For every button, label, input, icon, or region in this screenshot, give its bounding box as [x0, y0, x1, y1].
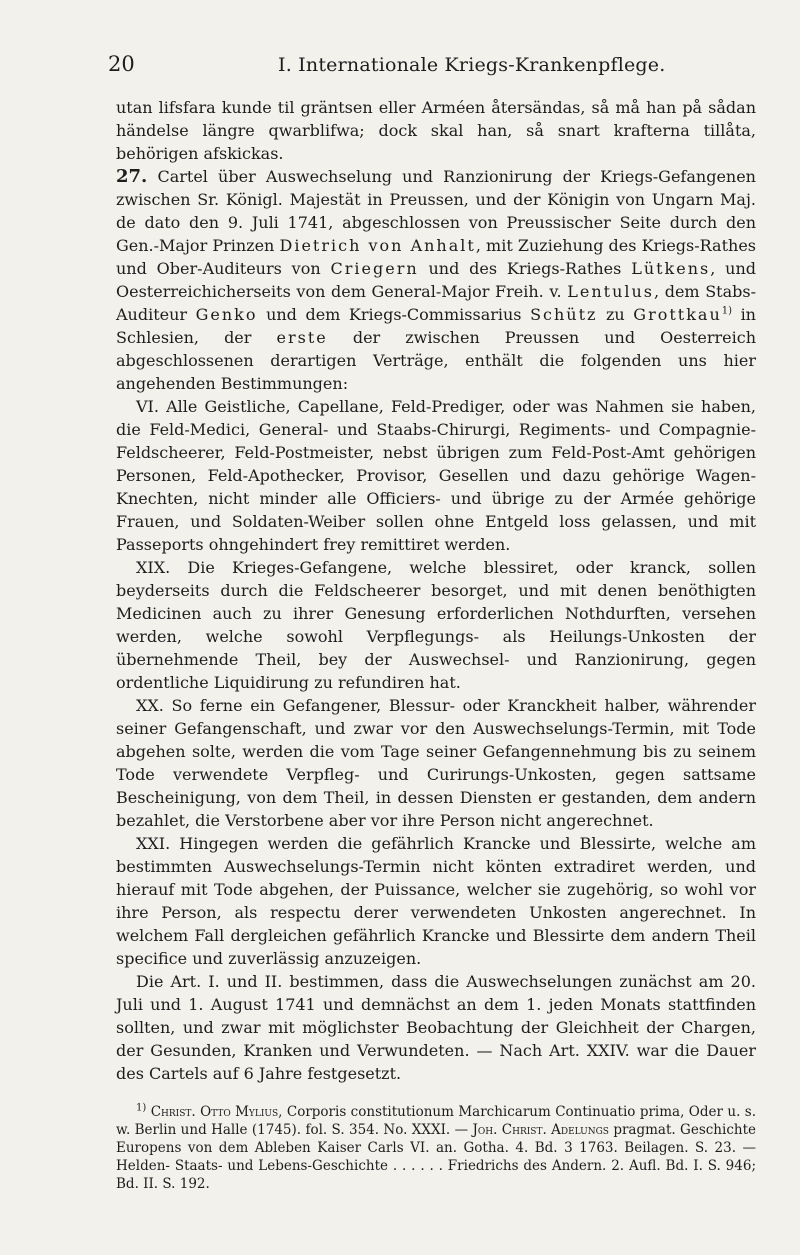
paragraph-article-vi: VI. Alle Geistliche, Capellane, Feld-Prediger, oder was Nahmen sie haben, die Feld-Medici, General- und Staabs-Chirurgi, Regiments- und Compagnie-Feldscheerer, Feld-Postmeister, nebst übrigen zum Feld-Post-Amt gehörigen Personen, Feld-Apothecker, Provisor, Gesellen und dazu gehörige Wagen-Knechten, nicht minder alle Officiers- und übrige zu der Armée gehörige Frauen, und Soldaten-Weiber sollen ohne Entgeld loss gelassen, und mit Passeports ohngehindert frey remittiret werden. — [116, 397, 756, 554]
paragraph-intro: utan lifsfara kunde til gräntsen eller Arméen återsändas, så må han på sådan händelse längre qwarblifwa; dock skal han, så snart krafterna tillåta, behörigen afskickas. — [116, 98, 756, 163]
footnote-mark: 1) — [136, 1102, 147, 1114]
name-dietrich-von-anhalt: Dietrich von Anhalt — [279, 236, 476, 255]
page-number: 20 — [108, 52, 135, 76]
running-title: I. Internationale Kriegs-Krankenpflege. — [278, 54, 666, 76]
paragraph-articles-summary: Die Art. I. und II. bestimmen, dass die Auswechselungen zunächst am 20. Juli und 1. August 1741 und demnächst an dem 1. jeden Monats stattfinden sollten, und zwar mit möglichster Beobachtung der Gleichheit der Chargen, der Gesunden, Kranken und Verwundeten. — Nach Art. XXIV. war die Dauer des Cartels auf 6 Jahre festgesetzt. — [116, 972, 756, 1083]
word-erste: erste — [276, 328, 328, 347]
author-adelung: Joh. Christ. Adelungs — [472, 1122, 609, 1138]
footnote-1 — [116, 1103, 756, 1193]
sec27-text-d: , und Oesterreichicherseits von dem General-Major Freih. v. — [116, 259, 757, 301]
sec27-text-a: Cartel über Auswechselung und Ranzionirung der Kriegs-Gefangenen zwischen Sr. Königl. Majestät in Preussen, und der Königin von Ungarn Maj. de dato den 9. Juli 1741, abgeschlossen von Preussischer Seite durch den Gen.-Major Prinzen — [116, 167, 756, 255]
section-27 — [116, 165, 756, 395]
sec27-text-f: und dem Kriegs-Commissarius — [266, 305, 522, 324]
footnotes — [116, 1103, 756, 1193]
sec27-text-c: und des Kriegs-Rathes — [428, 259, 622, 278]
sec27-text-e: , dem Stabs-Auditeur — [116, 282, 756, 324]
page-header — [108, 52, 730, 82]
footnote-text-2: pragmat. Geschichte Europens von dem Ableben Kaiser Carls VI. an. Gotha. 4. Bd. 3 1763. Beilagen. S. 23. — Helden- Staats- und Lebens-Geschichte . . . . . . Friedrichs des Andern. 2. Aufl. Bd. I. S. 946; Bd. II. S. 192. — [116, 1122, 756, 1192]
sec27-text-b: , mit Zuziehung des Kriegs-Rathes und Ober-Auditeurs von — [116, 236, 757, 278]
name-luetkens: Lütkens — [631, 259, 711, 278]
sec27-text-g: zu — [606, 305, 625, 324]
paragraph-article-xx: XX. So ferne ein Gefangener, Blessur- oder Kranckheit halber, währender seiner Gefangenschaft, und zwar vor den Auswechselungs-Termin, mit Tode abgehen solte, werden die vom Tage seiner Gefangennehmung bis zu seinem Tode verwendete Verpfleg- und Curirungs-Unkosten, gegen sattsame Bescheinigung, von dem Theil, in dessen Diensten er gestanden, dem andern bezahlet, die Verstorbene aber vor ihre Person nicht angerechnet. — [116, 696, 756, 830]
name-genko: Genko — [195, 305, 258, 324]
main-text — [116, 96, 756, 1085]
sec27-text-h: in Schlesien, der — [116, 305, 756, 347]
author-mylius: Christ. Otto Mylius — [150, 1104, 279, 1120]
sec27-text-i: der zwischen Preussen und Oesterreich abgeschlossenen derartigen Verträge, enthält die folgenden uns hier angehenden Bestimmungen: — [116, 328, 757, 393]
paragraph-article-xix: XIX. Die Krieges-Gefangene, welche blessiret, oder kranck, sollen beyderseits durch die Feldscheerer besorget, und mit denen benöthigten Medicinen auch zu ihrer Genesung erforderlichen Nothdurften, versehen werden, welche sowohl Verpflegungs- als Heilungs-Unkosten der übernehmende Theil, bey der Auswechsel- und Ranzionirung, gegen ordentliche Liquidirung zu refundiren hat. — [116, 558, 756, 692]
paragraph-article-xxi: XXI. Hingegen werden die gefährlich Krancke und Blessirte, welche am bestimmten Auswechselungs-Termin nicht könten extradiret werden, und hierauf mit Tode abgehen, der Puissance, welcher sie zugehörig, so wohl vor ihre Person, als respectu derer verwendeten Unkosten angerechnet. In welchem Fall dergleichen gefährlich Krancke und Blessirte dem andern Theil specifice und zuverlässig anzuzeigen. — [116, 834, 756, 968]
footnote-text-1: , Corporis constitutionum Marchicarum Continuatio prima, Oder u. s. w. Berlin und Halle (1745). fol. S. 354. No. XXXI. — — [116, 1104, 756, 1138]
place-grottkau: Grottkau — [633, 305, 722, 324]
section-number: 27. — [116, 166, 148, 187]
name-schuetz: Schütz — [530, 305, 598, 324]
name-lentulus: Lentulus — [567, 282, 654, 301]
footnote-reference: 1) — [721, 305, 733, 317]
name-criegern: Criegern — [330, 259, 419, 278]
